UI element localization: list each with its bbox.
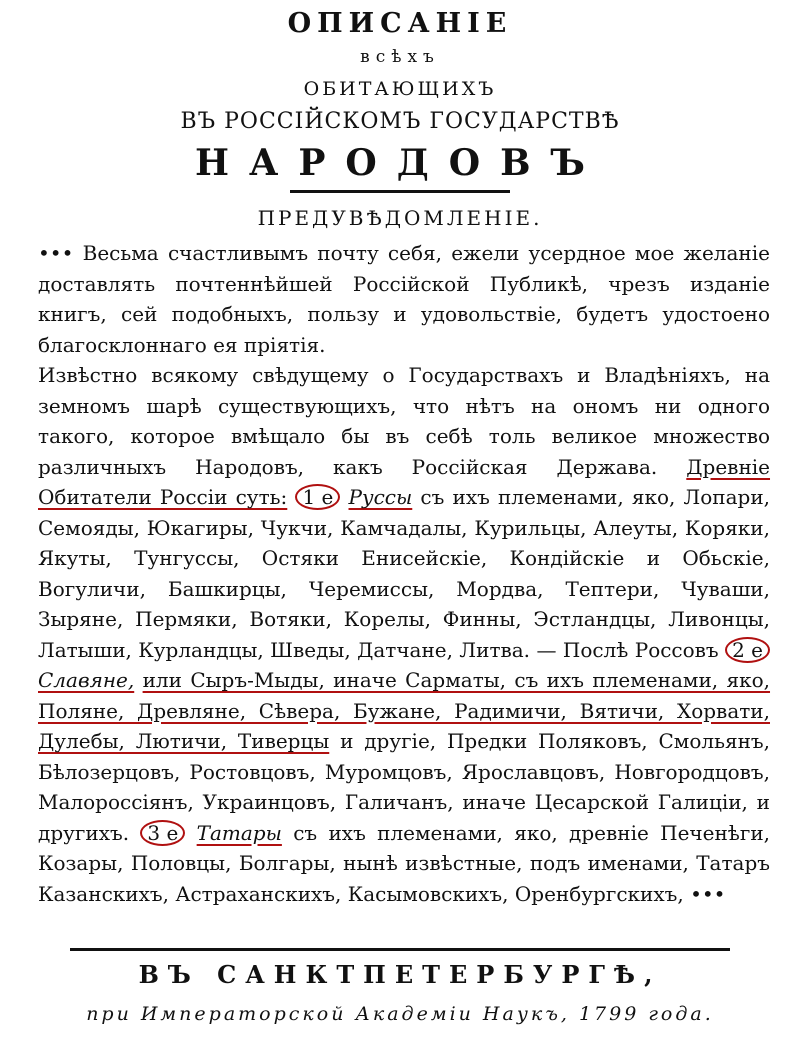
paragraph-peoples xyxy=(38,360,770,909)
para2-text-5: и другіе, Предки Поляковъ, Смольянъ, Бѣлозерцовъ, Ростовцовъ, Муромцовъ, Ярославцовъ, Новгородцовъ, Малороссіянъ, Украинцовъ, Галичанъ, иначе Цесарской Галиціи, и другихъ. xyxy=(38,729,770,845)
para2-underlined-tribes: или Сыръ-Мыды, иначе Сарматы, съ ихъ племенами, яко, Поляне, Древляне, Сѣвера, Бужане, Радимичи, Вятичи, Хорвати, Дулебы, Лютичи, Тиверцы xyxy=(38,668,771,753)
emphasis-tatary: Татары xyxy=(196,820,282,845)
para2-text-6: съ ихъ племенами, яко, древніе Печенѣги, Козары, Половцы, Болгары, нынѣ извѣстные, подъ именами, Татаръ Казанскихъ, Астраханскихъ, Касымовскихъ, Оренбургскихъ, ••• xyxy=(38,820,771,906)
para2-underlined-ancient: Древніе Обитатели Россіи суть: xyxy=(38,454,771,509)
imprint-divider xyxy=(70,948,730,951)
imprint-line: при Императорской Академіи Наукъ, 1799 года. xyxy=(86,1003,714,1025)
title-line-2: всѣхъ xyxy=(360,47,440,67)
section-heading: ПРЕДУВѢДОМЛЕНІЕ. xyxy=(257,206,543,230)
title-line-3: ОБИТАЮЩИХЪ xyxy=(303,78,497,100)
title-line-5: НАРОДОВЪ xyxy=(195,142,605,184)
circled-number-3: 3 е xyxy=(140,820,185,846)
title-line-4: ВЪ РОССІЙСКОМЪ ГОСУДАРСТВѢ xyxy=(180,109,620,134)
paragraph-preface: ••• Весьма счастливымъ почту себя, ежели усердное мое желаніе доставлять почтеннѣйшей Россійской Публикѣ, чрезъ изданіе книгъ, сей подобныхъ, пользу и удовольствіе, будетъ удостоено благосклоннаго ея пріятія. xyxy=(38,241,770,357)
circled-number-2: 2 е xyxy=(725,637,770,663)
para2-text-1: Извѣстно всякому свѣдущему о Государствахъ и Владѣніяхъ, на земномъ шарѣ существующихъ, что нѣтъ на ономъ ни одного такого, которое вмѣщало бы въ себѣ толь великое множество различныхъ Народовъ, какъ Россійская Держава. xyxy=(38,363,770,479)
para2-text-3: съ ихъ племенами, яко, Лопари, Семояды, Юкагиры, Чукчи, Камчадалы, Курильцы, Алеуты, Коряки, Якуты, Тунгуссы, Остяки Енисейскіе, Кондійскіе и Обьскіе, Вогуличи, Башкирцы, Черемиссы, Мордва, Тептери, Чуваши, Зыряне, Пермяки, Вотяки, Корелы, Финны, Эстландцы, Ливонцы, Латыши, Курландцы, Шведы, Датчане, Литва. — Послѣ Россовъ xyxy=(38,485,771,662)
imprint-city: ВЪ САНКТПЕТЕРБУРГѢ, xyxy=(138,960,662,989)
title-divider xyxy=(290,190,510,193)
emphasis-slavyane: Славяне, xyxy=(38,668,135,692)
emphasis-russy: Руссы xyxy=(348,485,413,509)
circled-number-1: 1 е xyxy=(295,484,340,510)
title-line-1: ОПИСАНІЕ xyxy=(287,8,513,39)
